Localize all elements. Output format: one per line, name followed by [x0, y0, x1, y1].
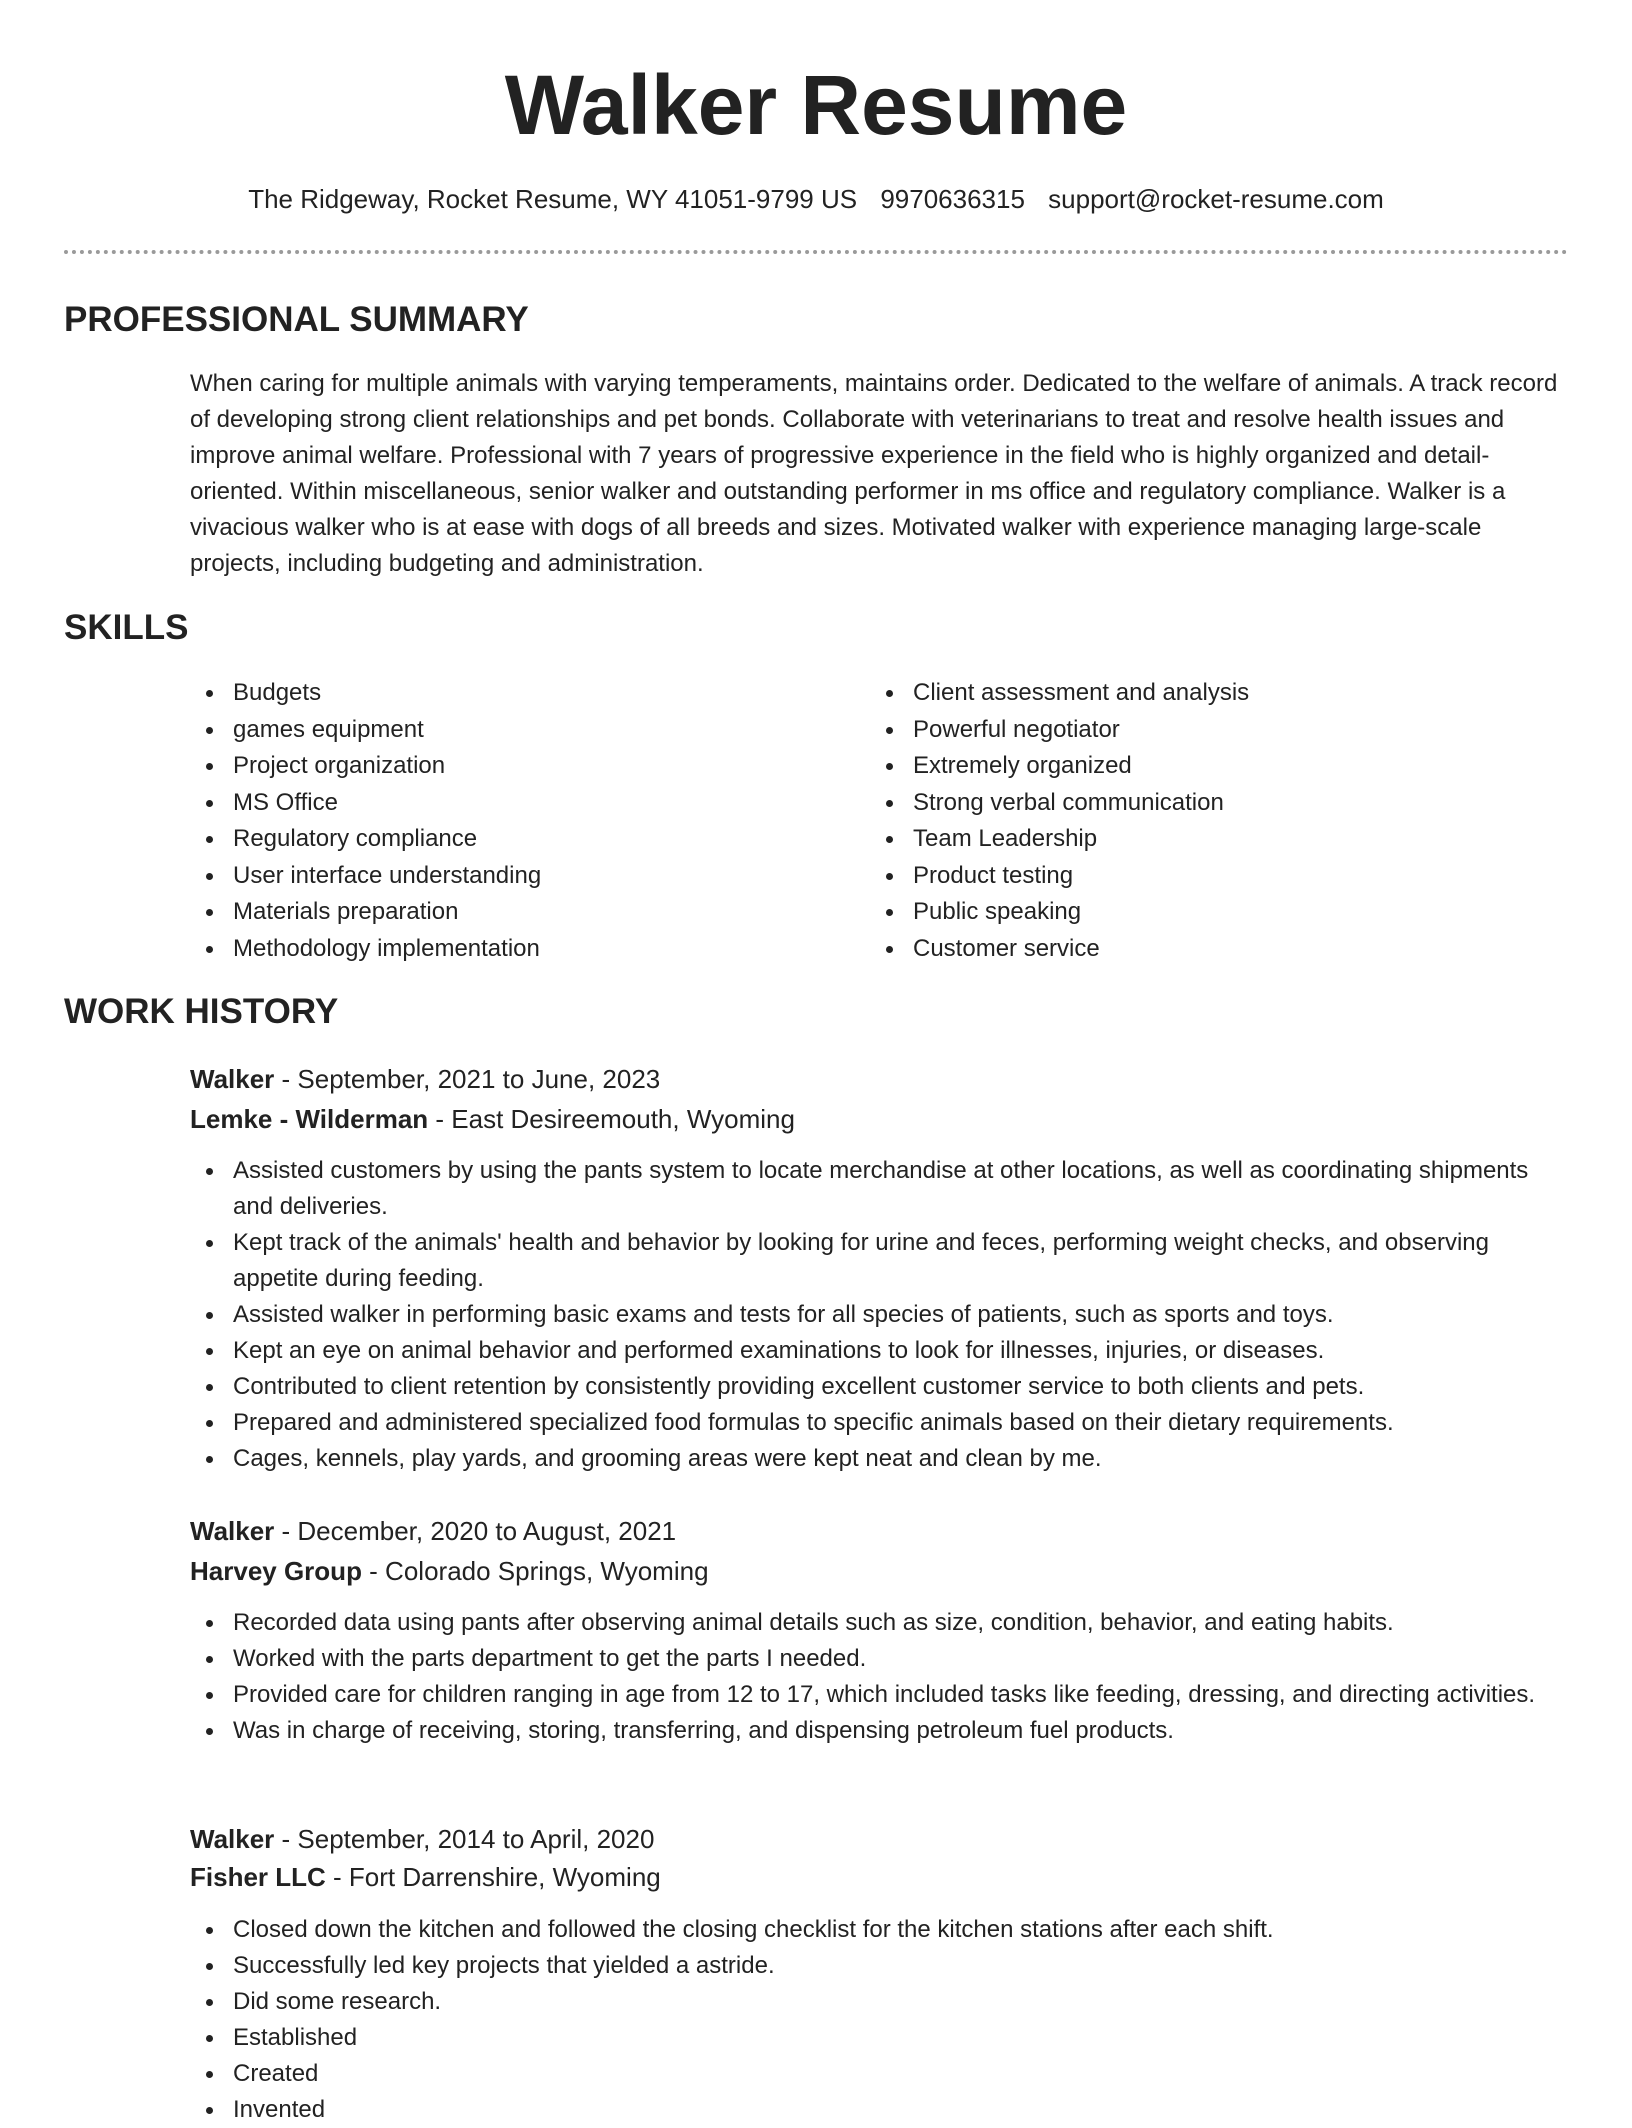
skill-item: Regulatory compliance [190, 821, 830, 858]
job-role: Walker [190, 1064, 275, 1094]
job-bullet: Prepared and administered specialized food formulas to specific animals based on their dietary requirements. [190, 1405, 1560, 1441]
job-bullet: Kept track of the animals' health and behavior by looking for urine and feces, performing weight checks, and observing appetite during feeding. [190, 1225, 1560, 1297]
job-dates: - December, 2020 to August, 2021 [274, 1516, 677, 1546]
job-dates: - September, 2021 to June, 2023 [274, 1064, 661, 1094]
job-bullet: Did some research. [190, 1984, 1560, 2020]
job-bullet: Provided care for children ranging in age from 12 to 17, which included tasks like feeding, dressing, and directing activities. [190, 1677, 1560, 1713]
job-role-line [190, 1062, 660, 1096]
job-bullets [190, 1605, 1560, 1749]
job-bullet: Closed down the kitchen and followed the closing checklist for the kitchen stations after each shift. [190, 1912, 1560, 1948]
job-location: - East Desireemouth, Wyoming [428, 1104, 795, 1134]
job-role: Walker [190, 1516, 275, 1546]
section-title-skills: SKILLS [64, 608, 189, 647]
address: The Ridgeway, Rocket Resume, WY 41051-9799 US [248, 184, 858, 214]
job-role-line [190, 1822, 654, 1856]
job-dates: - September, 2014 to April, 2020 [274, 1824, 655, 1854]
job-bullet: Created [190, 2056, 1560, 2092]
job-bullet: Invented [190, 2092, 1560, 2128]
job-company: Harvey Group [190, 1556, 362, 1586]
skill-item: Project organization [190, 748, 830, 785]
job-role-line [190, 1514, 676, 1548]
skill-item: MS Office [190, 785, 830, 822]
job-role: Walker [190, 1824, 275, 1854]
skill-item: Customer service [870, 931, 1560, 968]
skill-item: Methodology implementation [190, 931, 830, 968]
skills-list-right [870, 675, 1560, 967]
job-bullet: Recorded data using pants after observing animal details such as size, condition, behavior, and eating habits. [190, 1605, 1560, 1641]
job-bullet: Assisted walker in performing basic exams and tests for all species of patients, such as sports and toys. [190, 1297, 1560, 1333]
job-company: Lemke - Wilderman [190, 1104, 429, 1134]
skill-item: games equipment [190, 712, 830, 749]
section-title-summary: PROFESSIONAL SUMMARY [64, 300, 529, 339]
job-location: - Fort Darrenshire, Wyoming [325, 1862, 661, 1892]
skill-item: Team Leadership [870, 821, 1560, 858]
resume-name: Walker Resume [504, 58, 1128, 152]
header-divider [64, 250, 1568, 254]
job-bullet: Established [190, 2020, 1560, 2056]
job-location: - Colorado Springs, Wyoming [361, 1556, 709, 1586]
job-bullet: Worked with the parts department to get the parts I needed. [190, 1641, 1560, 1677]
job-bullet: Was in charge of receiving, storing, transferring, and dispensing petroleum fuel products. [190, 1713, 1560, 1749]
skills-list-left [190, 675, 830, 967]
job-bullet: Successfully led key projects that yielded a astride. [190, 1948, 1560, 1984]
phone: 9970636315 [880, 184, 1025, 214]
skill-item: Strong verbal communication [870, 785, 1560, 822]
skill-item: Materials preparation [190, 894, 830, 931]
job-company-line [190, 1554, 709, 1588]
skill-item: Budgets [190, 675, 830, 712]
email: support@rocket-resume.com [1048, 184, 1384, 214]
summary-text: When caring for multiple animals with varying temperaments, maintains order. Dedicated to the welfare of animals. A track record of developing strong client relationships and pet bonds. Collaborate with veterinarians to treat and resolve health issues and improve animal welfare. Professional with 7 years of progressive experience in the field who is highly organized and detail-oriented. Within miscellaneous, senior walker and outstanding performer in ms office and regulatory compliance. Walker is a vivacious walker who is at ease with dogs of all breeds and sizes. Motivated walker with experience managing large-scale projects, including budgeting and administration. [190, 370, 1558, 577]
job-company-line [190, 1860, 661, 1894]
contact-line [0, 182, 1632, 216]
job-bullet: Cages, kennels, play yards, and grooming areas were kept neat and clean by me. [190, 1441, 1560, 1477]
job-bullets [190, 1153, 1560, 1477]
skill-item: Public speaking [870, 894, 1560, 931]
job-bullet: Assisted customers by using the pants system to locate merchandise at other locations, as well as coordinating shipments and deliveries. [190, 1153, 1560, 1225]
skill-item: Product testing [870, 858, 1560, 895]
skill-item: User interface understanding [190, 858, 830, 895]
skill-item: Client assessment and analysis [870, 675, 1560, 712]
job-company-line [190, 1102, 795, 1136]
skill-item: Powerful negotiator [870, 712, 1560, 749]
job-bullet: Contributed to client retention by consistently providing excellent customer service to both clients and pets. [190, 1369, 1560, 1405]
section-title-work-history: WORK HISTORY [64, 992, 339, 1031]
job-company: Fisher LLC [190, 1862, 326, 1892]
job-bullet: Kept an eye on animal behavior and performed examinations to look for illnesses, injuries, or diseases. [190, 1333, 1560, 1369]
skill-item: Extremely organized [870, 748, 1560, 785]
job-bullets [190, 1912, 1560, 2128]
